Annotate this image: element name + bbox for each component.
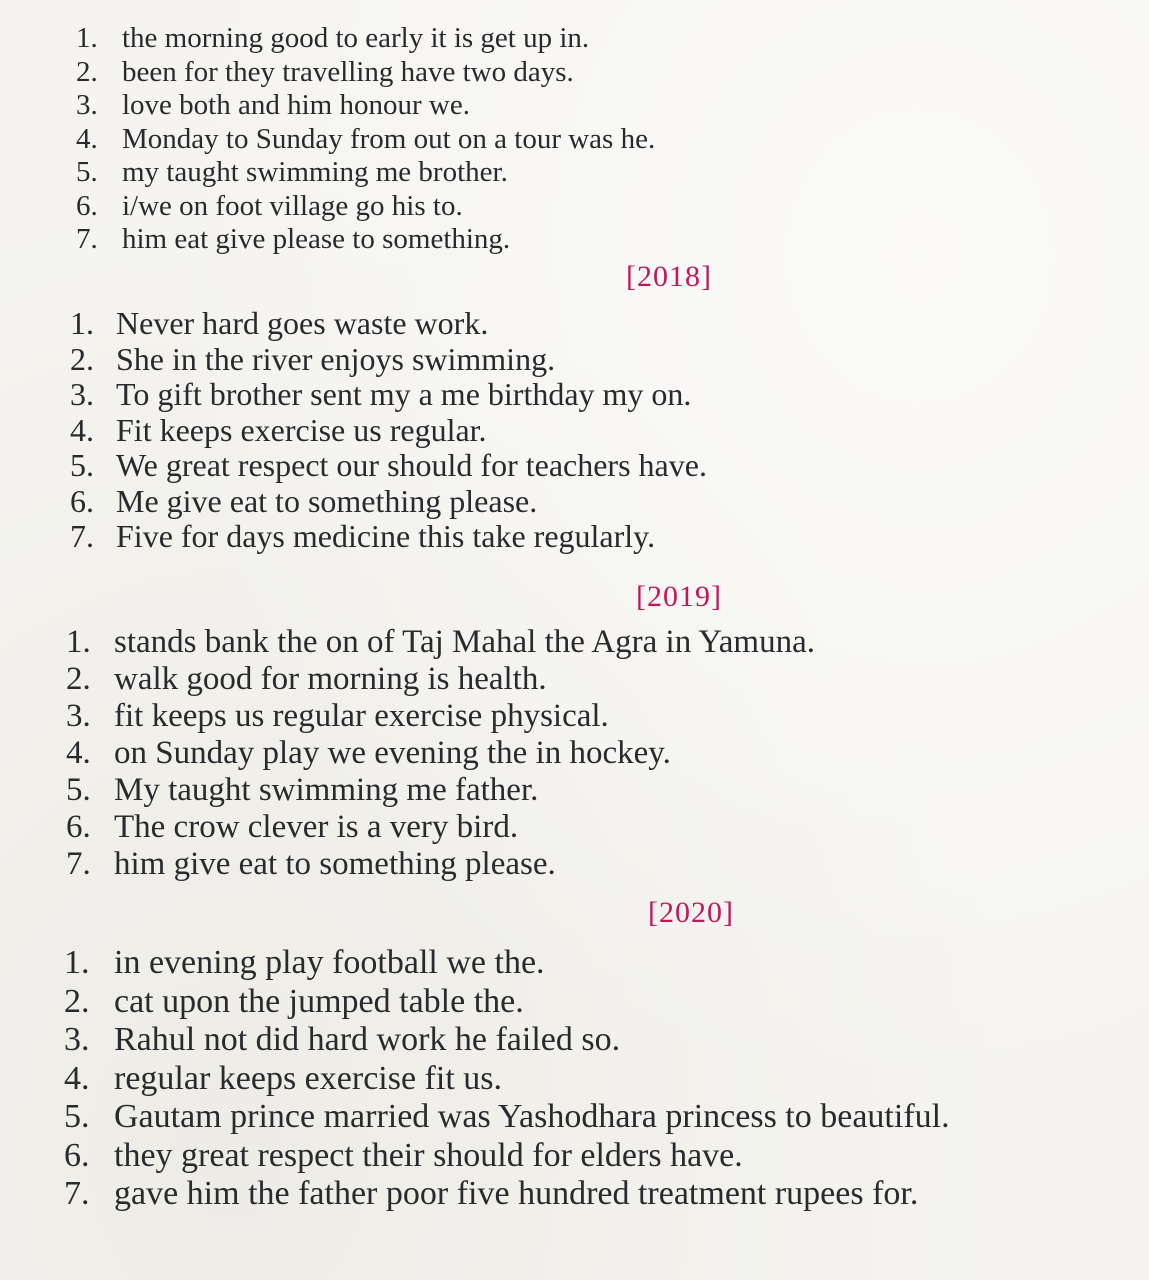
item-number: 1. bbox=[70, 305, 94, 341]
list-item bbox=[76, 22, 1149, 56]
item-text: cat upon the jumped table the. bbox=[114, 982, 524, 1020]
item-text: regular keeps exercise fit us. bbox=[114, 1059, 502, 1097]
item-text: walk good for morning is health. bbox=[114, 661, 547, 697]
item-text: To gift brother sent my a me birthday my on. bbox=[116, 376, 692, 412]
item-text: Gautam prince married was Yashodhara princess to beautiful. bbox=[114, 1098, 950, 1135]
item-text: been for they travelling have two days. bbox=[122, 55, 574, 88]
item-text: they great respect their should for elders have. bbox=[114, 1136, 743, 1174]
item-text: Never hard goes waste work. bbox=[116, 305, 489, 341]
item-number: 7. bbox=[70, 518, 94, 554]
item-text: in evening play football we the. bbox=[114, 944, 545, 981]
exercise-section-1 bbox=[0, 22, 1149, 257]
list-item bbox=[70, 377, 1149, 413]
item-text: We great respect our should for teachers have. bbox=[116, 447, 707, 483]
list-item bbox=[76, 89, 1149, 123]
item-number: 4. bbox=[66, 735, 91, 771]
item-text: i/we on foot village go his to. bbox=[122, 189, 463, 222]
sentence-list bbox=[76, 22, 1149, 257]
exercise-section-2018 bbox=[0, 306, 1149, 555]
item-number: 4. bbox=[76, 122, 98, 155]
list-item bbox=[64, 983, 1149, 1022]
item-number: 3. bbox=[70, 376, 94, 412]
item-number: 3. bbox=[64, 1021, 90, 1058]
item-number: 5. bbox=[70, 447, 94, 483]
list-item bbox=[70, 484, 1149, 520]
list-item bbox=[76, 190, 1149, 224]
item-number: 7. bbox=[76, 223, 98, 255]
list-item bbox=[64, 1098, 1149, 1137]
list-item bbox=[66, 661, 1149, 698]
item-number: 1. bbox=[66, 624, 91, 660]
item-number: 4. bbox=[70, 411, 94, 448]
list-item bbox=[66, 698, 1149, 735]
item-text: love both and him honour we. bbox=[122, 89, 470, 121]
list-item bbox=[64, 1060, 1149, 1099]
list-item bbox=[66, 772, 1149, 809]
list-item bbox=[64, 1175, 1149, 1214]
item-text: my taught swimming me brother. bbox=[122, 156, 508, 188]
list-item bbox=[66, 624, 1149, 661]
list-item bbox=[70, 448, 1149, 484]
sentence-list bbox=[70, 306, 1149, 555]
item-text: gave him the father poor five hundred treatment rupees for. bbox=[114, 1175, 919, 1212]
item-number: 2. bbox=[70, 340, 94, 377]
list-item bbox=[70, 519, 1149, 555]
item-number: 3. bbox=[76, 89, 98, 121]
list-item bbox=[64, 1137, 1149, 1176]
item-number: 2. bbox=[66, 661, 91, 697]
item-text: the morning good to early it is get up in. bbox=[122, 22, 590, 54]
item-number: 5. bbox=[76, 156, 98, 188]
item-text: The crow clever is a very bird. bbox=[114, 809, 519, 845]
item-number: 5. bbox=[66, 772, 91, 808]
item-number: 3. bbox=[66, 698, 91, 734]
item-text: Five for days medicine this take regularly. bbox=[116, 518, 656, 554]
list-item bbox=[76, 56, 1149, 90]
list-item bbox=[66, 809, 1149, 846]
list-item bbox=[70, 342, 1149, 378]
item-number: 7. bbox=[66, 846, 91, 882]
list-item bbox=[66, 846, 1149, 883]
item-number: 1. bbox=[64, 944, 90, 981]
list-item bbox=[76, 156, 1149, 190]
item-number: 2. bbox=[64, 982, 90, 1020]
item-number: 4. bbox=[64, 1059, 90, 1097]
exercise-section-2019 bbox=[0, 624, 1149, 883]
sentence-list bbox=[64, 944, 1149, 1214]
item-text: Monday to Sunday from out on a tour was he. bbox=[122, 122, 656, 155]
year-label-2018: [2018] bbox=[626, 260, 712, 293]
item-text: My taught swimming me father. bbox=[114, 772, 539, 808]
item-text: Fit keeps exercise us regular. bbox=[116, 411, 487, 448]
item-number: 6. bbox=[70, 482, 94, 519]
item-text: stands bank the on of Taj Mahal the Agra in Yamuna. bbox=[114, 624, 815, 660]
year-label-2020: [2020] bbox=[648, 896, 734, 929]
item-text: She in the river enjoys swimming. bbox=[116, 340, 556, 377]
list-item bbox=[70, 306, 1149, 342]
item-text: him give eat to something please. bbox=[114, 846, 556, 882]
list-item bbox=[64, 1021, 1149, 1060]
item-text: Me give eat to something please. bbox=[116, 482, 538, 519]
list-item bbox=[76, 123, 1149, 157]
sentence-list bbox=[66, 624, 1149, 883]
item-text: Rahul not did hard work he failed so. bbox=[114, 1021, 621, 1058]
item-number: 2. bbox=[76, 55, 98, 88]
item-number: 6. bbox=[66, 809, 91, 845]
item-number: 7. bbox=[64, 1175, 90, 1212]
exercise-section-2020 bbox=[0, 944, 1149, 1214]
list-item bbox=[66, 735, 1149, 772]
item-text: him eat give please to something. bbox=[122, 223, 511, 255]
item-number: 6. bbox=[64, 1136, 90, 1174]
list-item bbox=[70, 413, 1149, 449]
item-number: 5. bbox=[64, 1098, 90, 1135]
item-text: on Sunday play we evening the in hockey. bbox=[114, 735, 671, 771]
list-item bbox=[76, 223, 1149, 257]
item-number: 6. bbox=[76, 189, 98, 222]
list-item bbox=[64, 944, 1149, 983]
item-text: fit keeps us regular exercise physical. bbox=[114, 698, 609, 734]
item-number: 1. bbox=[76, 22, 98, 54]
year-label-2019: [2019] bbox=[636, 580, 722, 613]
